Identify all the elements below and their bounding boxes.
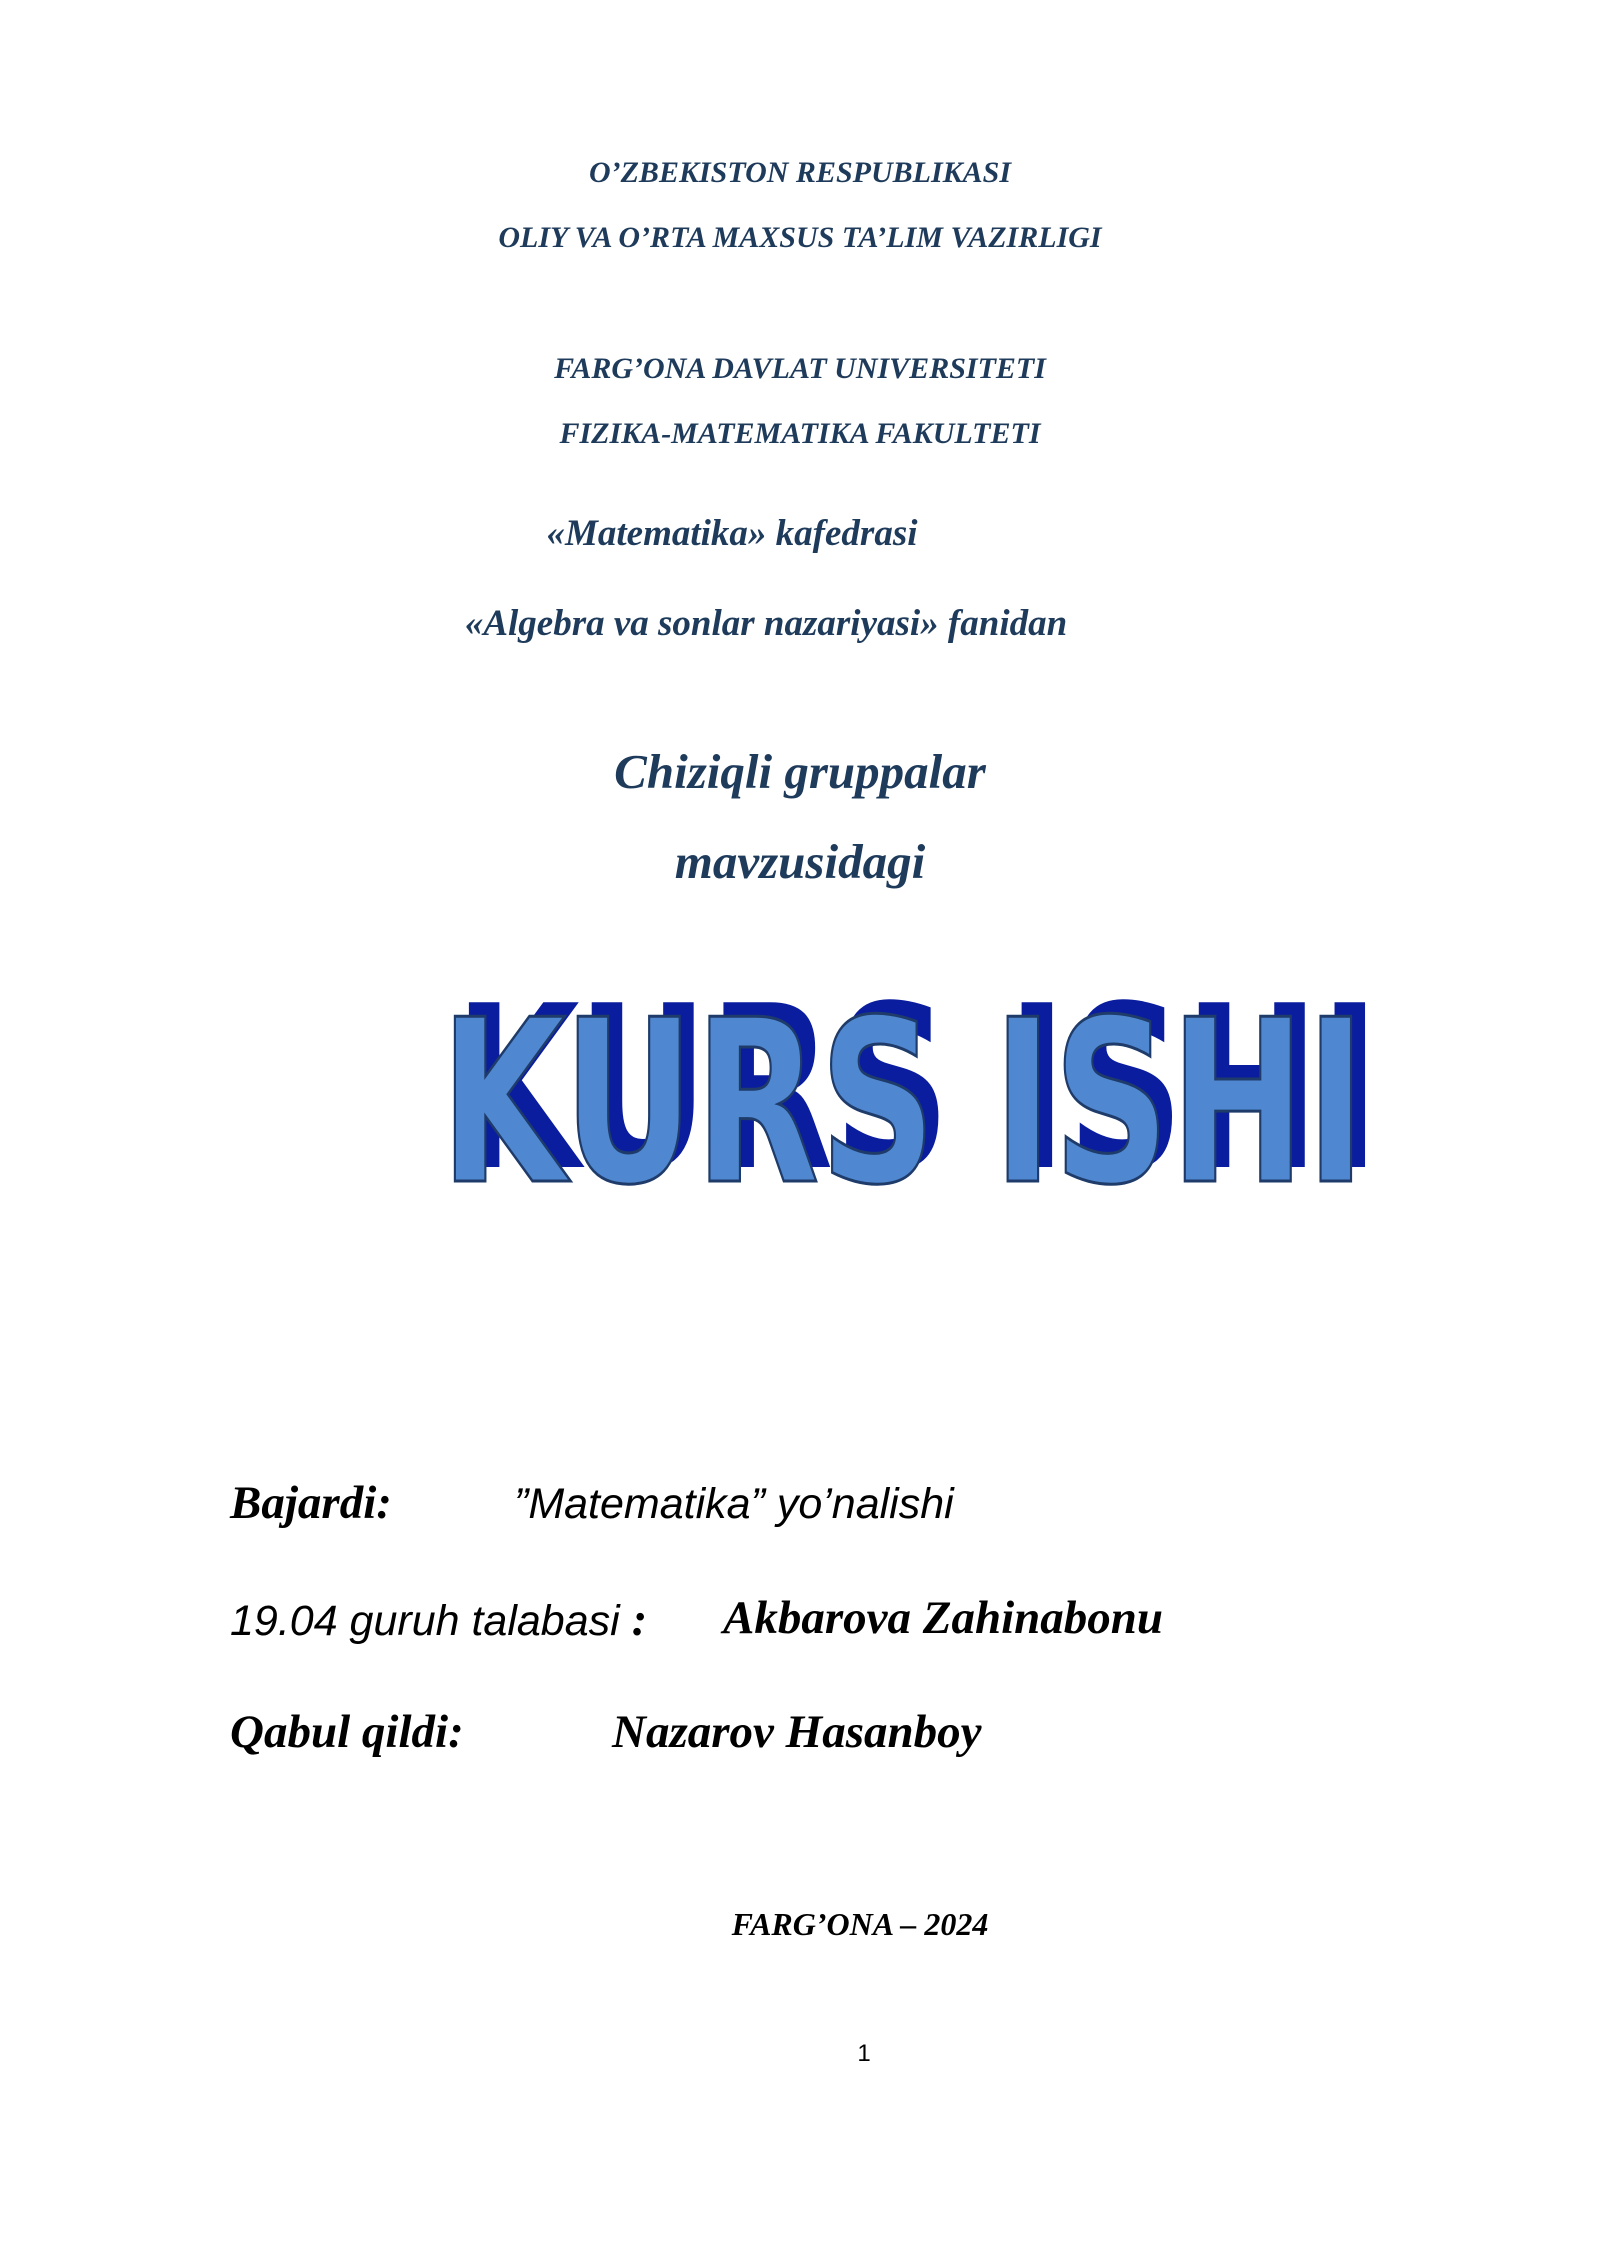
wordart-shadow: KURS ISHI xyxy=(454,960,1380,1220)
wordart-text: KURS ISHI xyxy=(440,972,1366,1220)
header-department: «Matematika» kafedrasi xyxy=(546,513,918,554)
page-number: 1 xyxy=(857,2040,871,2067)
group-colon: : xyxy=(631,1594,648,1646)
done-by-row xyxy=(230,1476,954,1530)
header-republic: O’ZBEKISTON RESPUBLIKASI xyxy=(588,156,1012,189)
group-label: 19.04 guruh talabasi xyxy=(230,1597,632,1645)
header-ministry: OLIY VA O’RTA MAXSUS TA’LIM VAZIRLIGI xyxy=(498,221,1102,254)
teacher-name: Nazarov Hasanboy xyxy=(612,1706,982,1758)
accepted-label: Qabul qildi: xyxy=(230,1706,464,1758)
header-faculty: FIZIKA-MATEMATIKA FAKULTETI xyxy=(559,417,1041,450)
direction-text: ”Matematika” yo’nalishi xyxy=(514,1480,954,1528)
footer-city-year: FARG’ONA – 2024 xyxy=(731,1906,989,1942)
wordart-title xyxy=(430,960,1390,1220)
topic-title: Chiziqli gruppalar xyxy=(614,744,986,799)
accepted-row xyxy=(230,1705,982,1759)
done-by-label: Bajardi: xyxy=(230,1477,392,1529)
topic-subtitle: mavzusidagi xyxy=(674,834,926,889)
header-subject: «Algebra va sonlar nazariyasi» fanidan xyxy=(464,603,1068,644)
header-university: FARG’ONA DAVLAT UNIVERSITETI xyxy=(554,352,1046,385)
student-name: Akbarova Zahinabonu xyxy=(723,1592,1164,1644)
student-row xyxy=(230,1592,1164,1647)
